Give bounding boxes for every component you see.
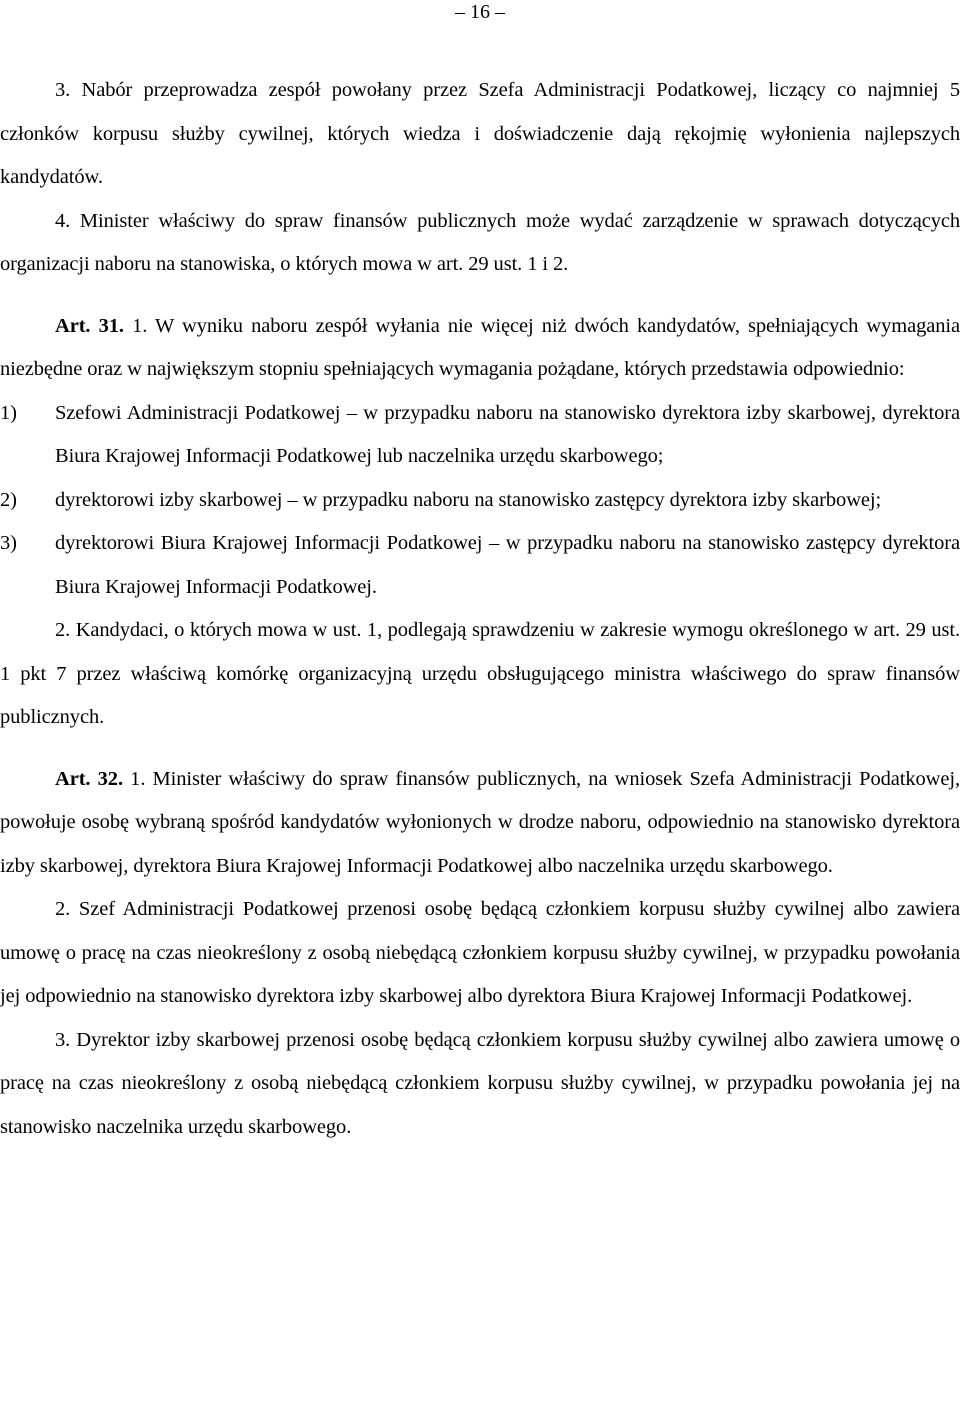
- list-item-text: dyrektorowi Biura Krajowej Informacji Podatkowej – w przypadku naboru na stanowisko zastępcy dyrektora Biura Krajowej Informacji Podatkowej.: [55, 532, 960, 598]
- list-item-number: 2): [0, 488, 17, 511]
- article-32-paragraph-1: [0, 758, 960, 889]
- list-item-text: Szefowi Administracji Podatkowej – w przypadku naboru na stanowisko dyrektora izby skarbowej, dyrektora Biura Krajowej Informacji Podatkowej lub naczelnika urzędu skarbowego;: [55, 401, 960, 467]
- list-item: [0, 479, 960, 523]
- article-32-label: Art. 32.: [55, 767, 123, 790]
- article-31-paragraph-1: [0, 305, 960, 392]
- article-32-text: 1. Minister właściwy do spraw finansów publicznych, na wniosek Szefa Administracji Podatkowej, powołuje osobę wybraną spośród kandydatów wyłonionych w drodze naboru, odpowiednio na stanowisko dyrektora izby skarbowej, dyrektora Biura Krajowej Informacji Podatkowej albo naczelnika urzędu skarbowego.: [0, 767, 960, 877]
- article-31-paragraph-2: 2. Kandydaci, o których mowa w ust. 1, podlegają sprawdzeniu w zakresie wymogu określonego w art. 29 ust. 1 pkt 7 przez właściwą komórkę organizacyjną urzędu obsługującego ministra właściwego do spraw finansów publicznych.: [0, 619, 960, 728]
- page-number: – 16 –: [455, 1, 505, 23]
- paragraph-art30-3: 3. Nabór przeprowadza zespół powołany przez Szefa Administracji Podatkowej, liczący co najmniej 5 członków korpusu służby cywilnej, których wiedza i doświadczenie dają rękojmię wyłonienia najlepszych kandydatów.: [0, 79, 960, 188]
- paragraph-art30-4: 4. Minister właściwy do spraw finansów publicznych może wydać zarządzenie w sprawach dotyczących organizacji naboru na stanowiska, o których mowa w art. 29 ust. 1 i 2.: [0, 209, 960, 275]
- article-31-label: Art. 31.: [55, 314, 124, 337]
- article-31-text: 1. W wyniku naboru zespół wyłania nie więcej niż dwóch kandydatów, spełniających wymagania niezbędne oraz w największym stopniu spełniających wymagania pożądane, których przedstawia odpowiednio:: [0, 314, 960, 380]
- article-32-paragraph-3: 3. Dyrektor izby skarbowej przenosi osobę będącą członkiem korpusu służby cywilnej albo zawiera umowę o pracę na czas nieokreślony z osobą niebędącą członkiem korpusu służby cywilnej, w przypadku powołania jej na stanowisko naczelnika urzędu skarbowego.: [0, 1028, 960, 1138]
- list-item: [0, 522, 960, 609]
- article-32-paragraph-2: 2. Szef Administracji Podatkowej przenosi osobę będącą członkiem korpusu służby cywilnej albo zawiera umowę o pracę na czas nieokreślony z osobą niebędącą członkiem korpusu służby cywilnej, w przypadku powołania jej odpowiednio na stanowisko dyrektora izby skarbowej albo dyrektora Biura Krajowej Informacji Podatkowej.: [0, 898, 960, 1007]
- list-item-number: 3): [0, 532, 17, 554]
- list-item: [0, 392, 960, 479]
- list-item-text: dyrektorowi izby skarbowej – w przypadku naboru na stanowisko zastępcy dyrektora izby skarbowej;: [55, 488, 882, 511]
- document-body: [0, 69, 960, 1149]
- list-item-number: 1): [0, 401, 17, 424]
